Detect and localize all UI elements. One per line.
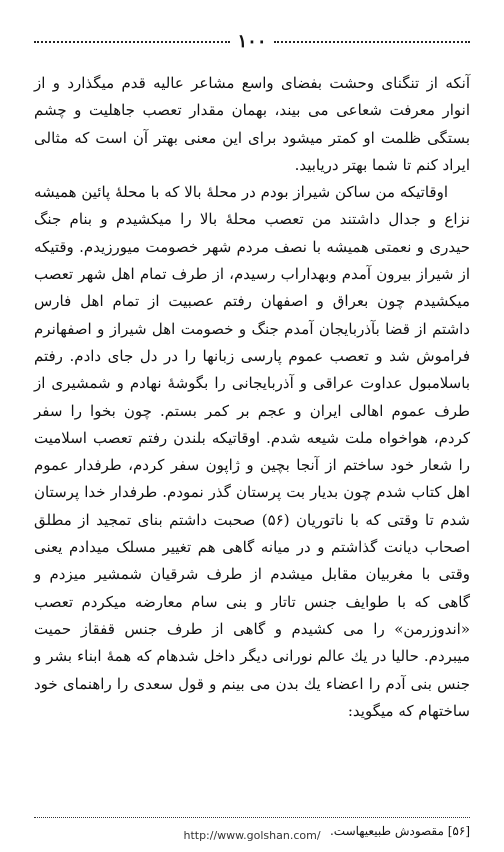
body-text xyxy=(34,70,470,725)
footnote-divider xyxy=(34,817,470,818)
paragraph-2: اوقاتیکه من ساکن شیراز بودم در محلهٔ بالا که با محلهٔ پائین همیشه نزاع و جدال داشتند من تعصب محلهٔ بالا را میکشیدم و بنام جنگ حیدری و نعمتی همیشه با نصف مردم شهر خصومت میورزیدم. وقتیکه از شیراز بیرون آمدم وبهداراب رسیدم، از طرف تمام اهل شهر تعصب میکشیدم چون بعراق و اصفهان رفتم عصبیت از تمام اهل فارس داشتم از قضا بآذربایجان آمدم جنگ و خصومت اهل شیراز و اصفهانرم فراموش شد و تعصب عموم پارسی زبانها را در دل جای دادم. رفتم باسلامبول عداوت عراقی و آذربایجانی را بگوشهٔ نهادم و شمشیری از طرف عموم اهالی ایران و عجم بر کمر بستم. چون بخوا را سفر کردم، هواخواه ملت شیعه شدم. اوقاتیکه بلندن رفتم تعصب اسلامیت را شعار خود ساختم از آنجا بچین و ژاپون سفر کردم، طرفدار عموم اهل کتاب شدم چون بدیار بت پرستان گذر نمودم. طرفدار خدا پرستان شدم تا وقتی که با ناتوریان (۵۶) صحبت داشتم بنای تمجید از مطلق اصحاب دیانت گذاشتم و در میانه گاهی هم تغییر مسلک میدادم یعنی وقتی با مغربیان مقابل میشدم از طرف شرقیان شمشیر میزدم و گاهی که با طوایف جنس تاتار و بنی سام معارضه میکردم تعصب «اندوزرمن» را می کشیدم و گاهی از طرف جنس قفقاز حمیت میبردم. حالیا در یك عالم نورانی دیگر داخل شدهام که همهٔ ابناء بشر و جنس بنی آدم را اعضاء یك بدن می بینم و قول سعدی را راهنمای خود ساختهام که میگوید: xyxy=(34,183,470,720)
watermark-url: http://www.golshan.com/ xyxy=(183,829,321,842)
header-ornament-right xyxy=(274,41,470,43)
page-number: ١٠٠ xyxy=(237,31,267,52)
footnote: [۵۶] مقصودش طبیعیهاست. xyxy=(329,824,470,838)
page-header xyxy=(34,30,470,54)
paragraph-1: آنکه از تنگنای وحشت بفضای واسع مشاعر عالیه قدم میگذارد و از انوار معرفت شعاعی می بیند، بهمان مقدار تعصب جاهلیت و چشم بستگی ظلمت او کمتر میشود برای این معنی بهتر آن است که مثالی ایراد کنم تا شما بهتر دریابید. xyxy=(34,74,470,174)
